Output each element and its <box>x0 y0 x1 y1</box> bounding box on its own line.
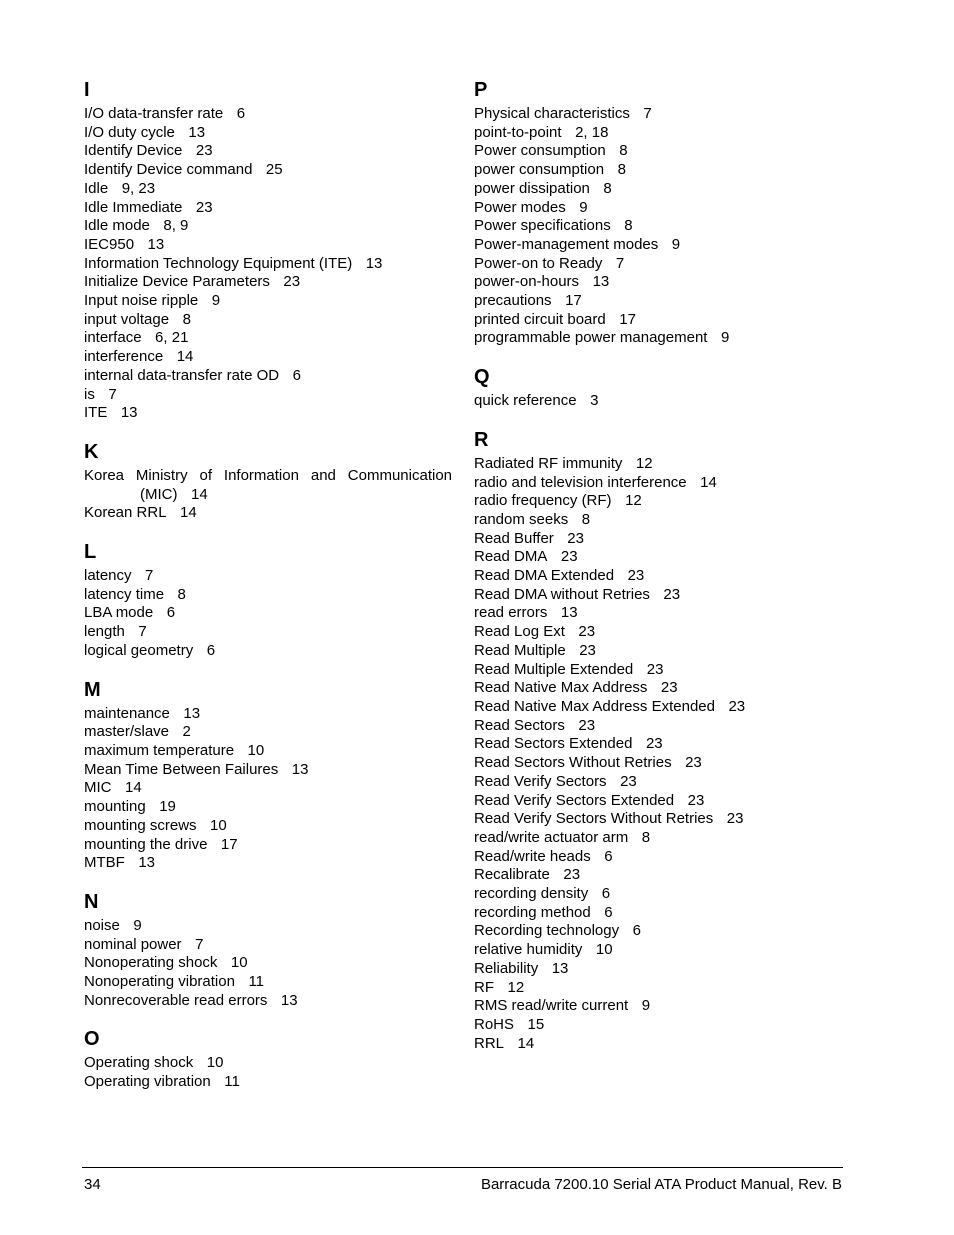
index-term: Identify Device command <box>84 161 253 179</box>
index-page-ref: 6, 21 <box>155 329 189 347</box>
index-term: Read Native Max Address Extended <box>474 697 715 715</box>
index-section-q <box>474 364 854 411</box>
index-entry <box>84 954 452 973</box>
index-page-ref: 7 <box>615 254 625 272</box>
index-page-ref: 11 <box>248 973 265 991</box>
index-page-ref: 13 <box>183 704 201 722</box>
index-page-ref: 23 <box>685 754 702 772</box>
index-section-m <box>84 677 452 873</box>
index-term: Power consumption <box>474 142 606 160</box>
index-column-left <box>84 77 452 1092</box>
index-page-ref: 7 <box>108 385 117 403</box>
index-term: Read Buffer <box>474 529 554 547</box>
index-page-ref: 23 <box>660 679 678 697</box>
index-term: Power-management modes <box>474 235 659 253</box>
index-page-ref: 23 <box>563 866 581 884</box>
index-entry <box>474 180 854 199</box>
index-page-ref: 9 <box>671 235 681 253</box>
index-page-ref: 8 <box>641 828 651 846</box>
index-term: programmable power management <box>474 329 708 347</box>
section-letter-heading: Q <box>474 366 490 389</box>
index-term: Information Technology Equipment (ITE) <box>84 254 353 272</box>
index-entry <box>474 623 854 642</box>
footer-page-number: 34 <box>84 1176 101 1193</box>
index-entry <box>84 404 452 423</box>
index-entry <box>474 273 854 292</box>
index-term: Read DMA Extended <box>474 567 615 585</box>
index-term: I/O data-transfer rate <box>84 105 224 122</box>
index-page-ref: 8 <box>177 585 186 603</box>
index-entry <box>84 329 452 348</box>
index-term: master/slave <box>84 723 170 741</box>
index-term: Mean Time Between Failures <box>84 760 279 778</box>
index-entry <box>84 348 452 367</box>
index-term: Read Verify Sectors <box>474 772 607 790</box>
index-entry <box>84 586 452 605</box>
section-letter-heading: P <box>474 79 488 101</box>
index-entry <box>474 455 854 474</box>
index-page-ref: 23 <box>560 548 578 566</box>
index-entry <box>84 567 452 586</box>
index-page-ref: 23 <box>726 810 744 828</box>
index-page-ref: 9, 23 <box>121 179 156 197</box>
index-page-ref: 6 <box>601 885 611 903</box>
index-term: precautions <box>474 292 552 310</box>
index-page-ref: 9 <box>211 292 221 310</box>
index-term: Read Verify Sectors Without Retries <box>474 810 714 828</box>
index-term: Idle Immediate <box>84 198 183 216</box>
index-entry <box>474 679 854 698</box>
index-term: power consumption <box>474 161 605 179</box>
index-term: Recording technology <box>474 922 620 940</box>
index-page-ref: 10 <box>230 954 248 972</box>
index-entry <box>474 698 854 717</box>
index-entry <box>474 866 854 885</box>
index-page-ref: 8, 9 <box>163 217 189 235</box>
index-page-ref: 10 <box>210 816 227 834</box>
index-term: read/write actuator arm <box>474 828 629 846</box>
index-term: Nonrecoverable read errors <box>84 991 268 1009</box>
index-term: MIC <box>84 779 112 797</box>
index-term: RF <box>474 978 494 996</box>
index-page-ref: 23 <box>578 623 596 641</box>
index-entry <box>474 904 854 923</box>
index-section-i <box>84 77 452 423</box>
index-term: length <box>84 623 125 641</box>
section-letter-heading: O <box>84 1028 100 1051</box>
index-term: Read Log Ext <box>474 623 565 641</box>
section-letter-heading: R <box>474 428 489 451</box>
index-page-ref: 2, 18 <box>575 123 609 141</box>
index-page-ref: 6 <box>632 922 641 940</box>
index-page-ref: 23 <box>579 641 596 659</box>
index-term: Idle <box>84 179 109 197</box>
index-term: maintenance <box>84 704 170 722</box>
index-page-ref: 6 <box>206 641 216 659</box>
index-term: MTBF <box>84 854 125 872</box>
index-page-ref: 15 <box>527 1015 545 1033</box>
index-page-ref: 14 <box>700 473 717 491</box>
index-entry <box>84 467 452 504</box>
index-term: I/O duty cycle <box>84 123 175 141</box>
index-entry <box>84 798 452 817</box>
index-entry <box>474 661 854 680</box>
index-page-ref: 10 <box>247 741 265 759</box>
index-page-ref: 14 <box>176 348 194 366</box>
index-term-continuation-line <box>84 486 452 505</box>
section-letter-heading: N <box>84 890 99 913</box>
index-entry <box>474 392 854 411</box>
index-entry <box>84 504 452 523</box>
index-entry <box>474 329 854 348</box>
index-page-ref: 9 <box>133 916 142 934</box>
index-term: radio and television interference <box>474 473 687 491</box>
index-entry <box>474 236 854 255</box>
index-page-ref: 8 <box>617 161 626 179</box>
index-page-ref: 25 <box>265 161 283 179</box>
footer-divider <box>82 1167 843 1168</box>
index-term: recording density <box>474 885 589 903</box>
index-term: Korea Ministry of Information and Communication <box>84 466 452 484</box>
index-term: Recalibrate <box>474 866 550 884</box>
index-term: mounting screws <box>84 816 197 834</box>
index-term: Physical characteristics <box>474 105 630 122</box>
index-entry <box>474 1035 854 1054</box>
index-term: printed circuit board <box>474 310 606 328</box>
index-section-o <box>84 1026 452 1091</box>
index-page-ref: 6 <box>236 105 246 122</box>
index-page-ref: 23 <box>687 791 705 809</box>
index-term: Power modes <box>474 198 566 216</box>
index-entry <box>474 922 854 941</box>
index-section-n <box>84 889 452 1011</box>
index-term: read errors <box>474 604 548 622</box>
index-term: Power specifications <box>474 217 611 235</box>
index-term: relative humidity <box>474 941 583 959</box>
index-page-ref: 7 <box>195 935 204 953</box>
index-term: Read Sectors Without Retries <box>474 754 672 772</box>
index-page-ref: 9 <box>720 329 730 347</box>
index-term: Read DMA <box>474 548 548 566</box>
index-entry <box>84 386 452 405</box>
index-section-r <box>474 427 854 1054</box>
index-entry <box>474 548 854 567</box>
index-term: LBA mode <box>84 604 154 622</box>
index-entry <box>474 754 854 773</box>
index-entry <box>474 848 854 867</box>
index-entry <box>84 1073 452 1092</box>
index-page-ref: 9 <box>641 997 651 1015</box>
index-term: RMS read/write current <box>474 997 629 1015</box>
index-page-ref: 6 <box>166 604 176 622</box>
index-term: Radiated RF immunity <box>474 454 623 472</box>
index-entry <box>84 779 452 798</box>
index-page-ref: 13 <box>365 254 383 272</box>
index-entry <box>84 623 452 642</box>
index-entry <box>84 311 452 330</box>
index-page-ref: 23 <box>578 716 596 734</box>
index-term: latency <box>84 567 132 585</box>
index-term: Read DMA without Retries <box>474 585 650 603</box>
index-entry <box>84 817 452 836</box>
footer-document-title: Barracuda 7200.10 Serial ATA Product Manual, Rev. B <box>480 1176 842 1193</box>
index-entry <box>474 717 854 736</box>
index-term: RoHS <box>474 1015 515 1033</box>
index-page-ref: 23 <box>728 697 746 715</box>
index-page-ref: 8 <box>624 217 633 235</box>
index-term: mounting the drive <box>84 835 208 853</box>
section-letter-heading: M <box>84 678 101 701</box>
index-entry <box>84 180 452 199</box>
index-entry <box>84 992 452 1011</box>
index-entry <box>474 960 854 979</box>
index-entry <box>84 199 452 218</box>
index-page-ref: 14 <box>191 485 208 503</box>
index-term: Read Multiple <box>474 641 566 659</box>
index-term: Operating shock <box>84 1054 194 1072</box>
index-entry <box>84 236 452 255</box>
index-page-ref: 6 <box>292 366 301 384</box>
index-entry <box>474 124 854 143</box>
index-term: power-on-hours <box>474 273 580 291</box>
index-term: logical geometry <box>84 641 194 659</box>
index-page-ref: 10 <box>206 1054 224 1072</box>
index-page-ref: 9 <box>579 198 588 216</box>
index-term: point-to-point <box>474 123 562 141</box>
index-entry <box>474 567 854 586</box>
index-entry <box>84 273 452 292</box>
index-term: interface <box>84 329 142 347</box>
index-page-ref: 13 <box>291 760 309 778</box>
index-term: maximum temperature <box>84 741 235 759</box>
index-term: Identify Device <box>84 142 183 160</box>
index-entry <box>84 761 452 780</box>
index-page-ref: 8 <box>182 310 191 328</box>
index-entry <box>84 936 452 955</box>
index-term: Reliability <box>474 959 539 977</box>
index-entry <box>474 941 854 960</box>
index-term: is <box>84 385 95 403</box>
index-term: radio frequency (RF) <box>474 492 612 510</box>
index-term: Power-on to Ready <box>474 254 603 272</box>
index-term: random seeks <box>474 510 569 528</box>
index-page-ref: 7 <box>643 105 652 122</box>
index-page-ref: 13 <box>138 854 156 872</box>
index-term: Nonoperating vibration <box>84 973 235 991</box>
index-term: quick reference <box>474 392 577 410</box>
index-page-ref: 6 <box>604 903 613 921</box>
index-term: RRL <box>474 1034 505 1052</box>
index-term: nominal power <box>84 935 182 953</box>
index-page-ref: 8 <box>603 179 612 197</box>
index-page-ref: 7 <box>138 623 147 641</box>
index-page-ref: 12 <box>635 454 653 472</box>
index-page-ref: 23 <box>567 529 584 547</box>
index-term: power dissipation <box>474 179 590 197</box>
index-term: Read Sectors <box>474 716 565 734</box>
section-letter-heading: K <box>84 440 99 463</box>
index-entry <box>474 829 854 848</box>
index-page-ref: 3 <box>590 392 599 410</box>
index-entry <box>474 511 854 530</box>
index-page-ref: 23 <box>646 660 664 678</box>
index-entry <box>474 885 854 904</box>
index-section-l <box>84 539 452 661</box>
index-entry <box>474 105 854 124</box>
index-entry <box>84 917 452 936</box>
index-page-ref: 13 <box>551 959 569 977</box>
index-entry <box>84 217 452 236</box>
index-entry <box>84 973 452 992</box>
index-term: internal data-transfer rate OD <box>84 366 280 384</box>
index-entry <box>474 311 854 330</box>
index-entry <box>474 142 854 161</box>
index-entry <box>474 161 854 180</box>
index-term: Korean RRL <box>84 504 167 522</box>
index-page-ref: 10 <box>595 941 613 959</box>
index-entry <box>474 199 854 218</box>
index-entry <box>474 292 854 311</box>
index-term: Read Native Max Address <box>474 679 648 697</box>
index-page-ref: 14 <box>125 779 142 797</box>
index-entry <box>474 1016 854 1035</box>
index-entry <box>84 292 452 311</box>
index-page-ref: 23 <box>645 735 663 753</box>
index-term: input voltage <box>84 310 170 328</box>
index-page-ref: 13 <box>592 273 610 291</box>
index-entry <box>84 105 452 124</box>
index-entry <box>474 979 854 998</box>
index-entry <box>474 492 854 511</box>
index-term: IEC950 <box>84 235 135 253</box>
index-term: Input noise ripple <box>84 292 199 310</box>
index-page-ref: 8 <box>581 510 591 528</box>
section-letter-heading: L <box>84 541 97 564</box>
index-entry <box>474 530 854 549</box>
index-entry <box>474 735 854 754</box>
index-entry <box>474 642 854 661</box>
index-term: latency time <box>84 585 165 603</box>
index-page-ref: 23 <box>195 142 213 160</box>
index-page-ref: 13 <box>560 604 578 622</box>
index-page-ref: 23 <box>620 772 637 790</box>
index-entry <box>84 255 452 274</box>
index-term: Read Multiple Extended <box>474 660 634 678</box>
index-entry <box>84 161 452 180</box>
index-entry <box>474 217 854 236</box>
index-entry <box>84 705 452 724</box>
index-term: ITE <box>84 404 108 422</box>
index-entry <box>474 604 854 623</box>
index-page-ref: 13 <box>147 235 165 253</box>
index-entry <box>474 997 854 1016</box>
index-entry <box>474 810 854 829</box>
index-page-ref: 23 <box>283 273 301 291</box>
index-term: Nonoperating shock <box>84 954 218 972</box>
index-page-ref: 19 <box>159 798 176 816</box>
index-page-ref: 13 <box>120 404 138 422</box>
index-term: Idle mode <box>84 217 150 235</box>
index-entry <box>474 586 854 605</box>
index-entry <box>84 642 452 661</box>
index-page-ref: 13 <box>280 991 298 1009</box>
index-term: mounting <box>84 798 146 816</box>
index-term: Read Verify Sectors Extended <box>474 791 675 809</box>
index-section-k <box>84 439 452 523</box>
index-entry <box>84 836 452 855</box>
index-entry <box>474 474 854 493</box>
index-page-ref: 17 <box>565 292 582 310</box>
index-term: interference <box>84 348 164 366</box>
index-page-ref: 23 <box>195 198 213 216</box>
index-entry <box>474 792 854 811</box>
index-page-ref: 17 <box>220 835 238 853</box>
index-section-p <box>474 77 854 348</box>
index-entry <box>84 1054 452 1073</box>
index-page-ref: 23 <box>627 567 645 585</box>
index-term: Read/write heads <box>474 847 591 865</box>
index-page-ref: 7 <box>145 567 154 585</box>
index-entry <box>84 854 452 873</box>
index-term-continuation: (MIC) <box>140 485 178 503</box>
index-term: Read Sectors Extended <box>474 735 633 753</box>
index-entry <box>84 124 452 143</box>
index-entry <box>84 367 452 386</box>
index-page-ref: 14 <box>180 504 197 522</box>
index-page-ref: 13 <box>188 123 206 141</box>
index-term: recording method <box>474 903 591 921</box>
index-entry <box>84 604 452 623</box>
index-term: noise <box>84 916 120 934</box>
index-page-ref: 14 <box>517 1034 535 1052</box>
index-term: Initialize Device Parameters <box>84 273 270 291</box>
index-page-ref: 2 <box>182 723 191 741</box>
index-page-ref: 23 <box>663 585 681 603</box>
index-column-right <box>474 77 854 1053</box>
index-entry <box>84 742 452 761</box>
index-entry <box>84 723 452 742</box>
index-term: Operating vibration <box>84 1073 211 1091</box>
index-page-ref: 12 <box>507 978 525 996</box>
index-page-ref: 12 <box>625 492 642 510</box>
index-page-ref: 17 <box>619 310 636 328</box>
index-page-ref: 6 <box>604 847 613 865</box>
index-entry <box>84 142 452 161</box>
index-page-ref: 11 <box>224 1073 240 1091</box>
section-letter-heading: I <box>84 79 90 101</box>
index-entry <box>474 255 854 274</box>
index-page-ref: 8 <box>619 142 628 160</box>
index-entry <box>474 773 854 792</box>
